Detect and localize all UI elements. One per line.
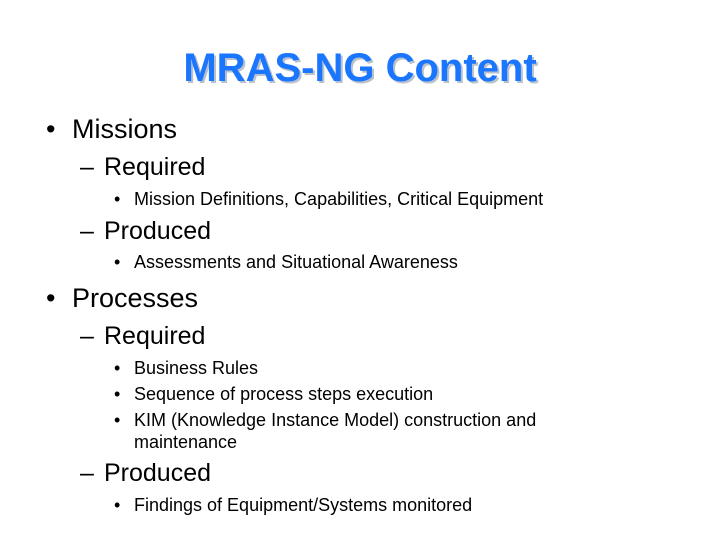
- item-text: KIM (Knowledge Instance Model) construction and: [134, 410, 537, 430]
- sub-processes-produced: [80, 458, 211, 488]
- item-sequence: [114, 383, 614, 405]
- bullet-icon: •: [46, 283, 56, 313]
- sub-missions-required: [80, 152, 205, 182]
- sub-label: Required: [104, 322, 206, 350]
- sub-processes-required: [80, 321, 205, 351]
- item-text: Sequence of process steps execution: [134, 384, 434, 404]
- item-findings: [114, 494, 614, 516]
- sub-label: Produced: [104, 217, 212, 245]
- bullet-icon: •: [114, 252, 121, 272]
- bullet-icon: •: [114, 495, 121, 515]
- item-assessments: [114, 251, 614, 273]
- sub-missions-produced: [80, 216, 211, 246]
- dash-icon: –: [80, 322, 94, 350]
- item-text: Assessments and Situational Awareness: [134, 252, 458, 272]
- item-text: Mission Definitions, Capabilities, Critical Equipment: [134, 189, 544, 209]
- bullet-icon: •: [114, 384, 121, 404]
- item-mission-definitions: [114, 188, 614, 210]
- sub-label: Produced: [104, 459, 212, 487]
- item-text-continued: maintenance: [134, 432, 238, 452]
- item-text: Business Rules: [134, 358, 259, 378]
- slide-title: MRAS-NG Content: [183, 46, 537, 90]
- bullet-icon: •: [46, 114, 56, 144]
- dash-icon: –: [80, 217, 94, 245]
- bullet-icon: •: [114, 410, 121, 430]
- bullet-missions: [46, 113, 177, 145]
- item-kim: [114, 409, 614, 453]
- bullet-icon: •: [114, 358, 121, 378]
- dash-icon: –: [80, 459, 94, 487]
- bullet-label: Processes: [72, 283, 199, 313]
- bullet-icon: •: [114, 189, 121, 209]
- bullet-label: Missions: [72, 114, 178, 144]
- sub-label: Required: [104, 153, 206, 181]
- item-business-rules: [114, 357, 614, 379]
- item-text: Findings of Equipment/Systems monitored: [134, 495, 473, 515]
- bullet-processes: [46, 282, 198, 314]
- dash-icon: –: [80, 153, 94, 181]
